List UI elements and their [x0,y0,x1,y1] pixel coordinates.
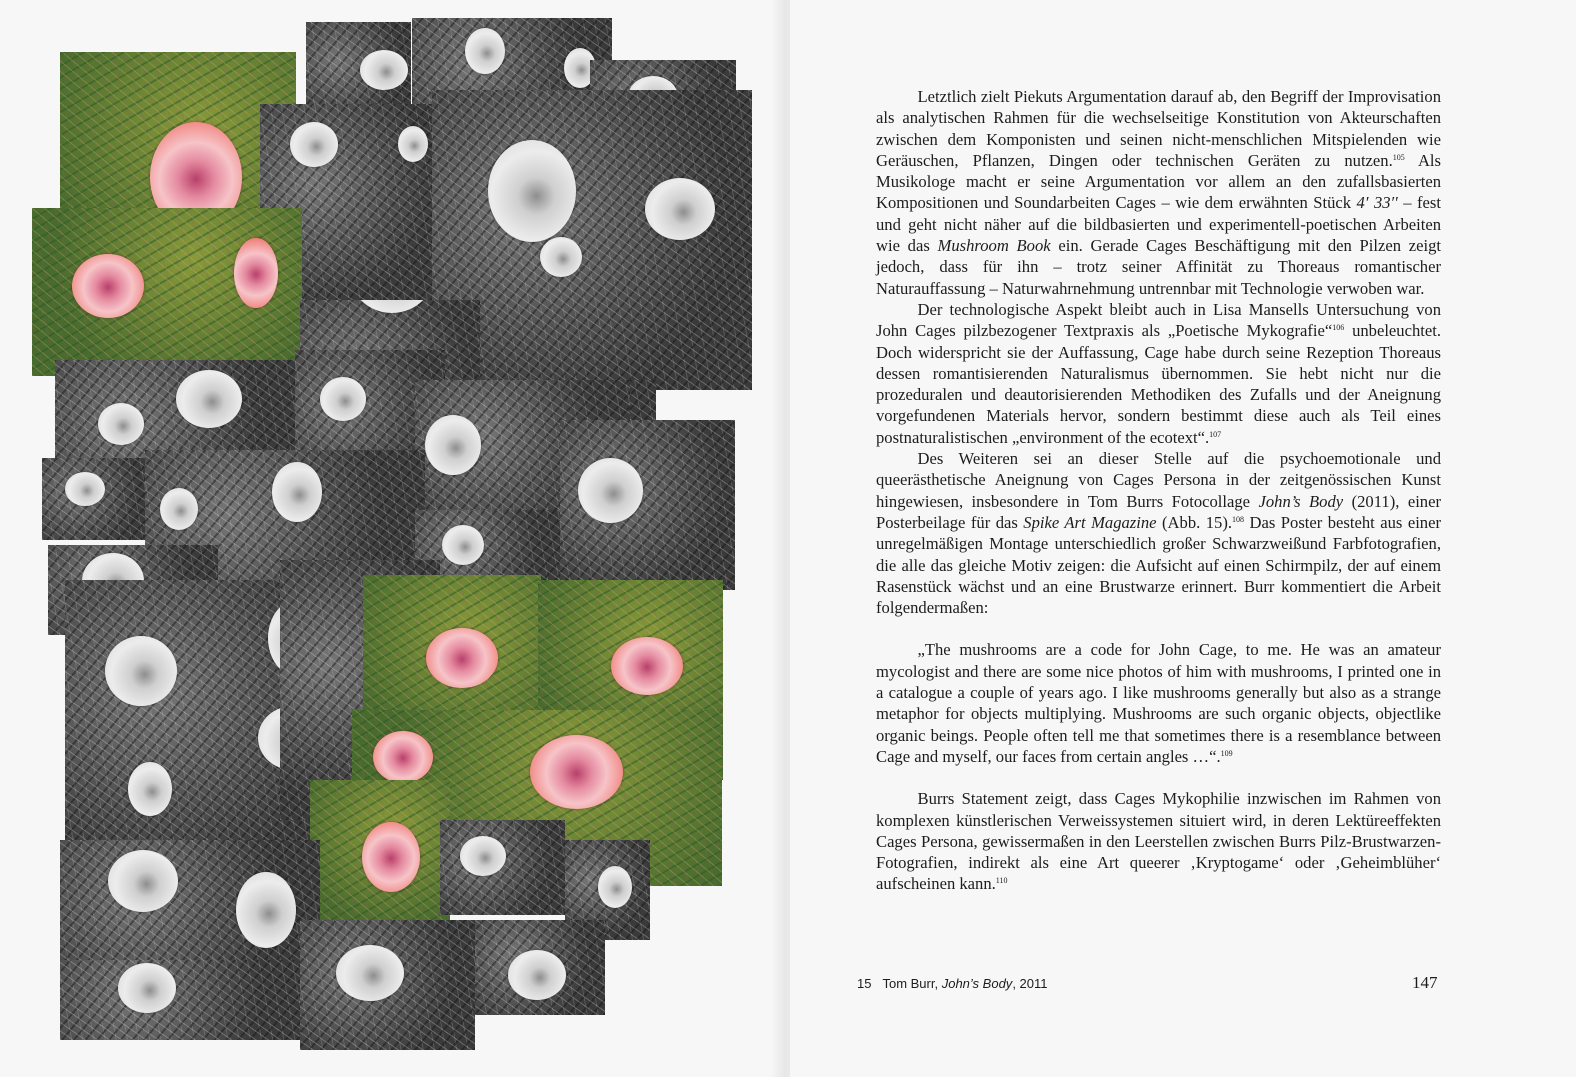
mushroom-cap [540,237,582,277]
mushroom-cap [160,488,198,530]
bw-photo-tile [300,920,475,1050]
mushroom-cap [348,300,436,313]
mushroom-cap [373,731,433,783]
mushroom-cap [290,122,338,167]
paragraph-3: Des Weiteren sei an dieser Stelle auf die psychoemotionale und queerästhetische Aneignung von Cages Persona in der zeitgenössischen Kunst hingewiesen, insbesondere in Tom Burrs Fotocollage John’s Body (2011), einer Posterbeilage für das Spike Art Magazine (Abb. 15).$^{108}$ Das Poster besteht aus einer unregelmäßigen Montage unterschiedlich großer Schwarzweißund Farbfotografien, die alle das gleiche Motiv zeigen: die Aufsicht auf einen Schirmpilz, der auf einem Rasenstück wächst und an eine Brustwarze erinnert. Burr kommentiert die Arbeit folgendermaßen: [876,449,1441,618]
mushroom-cap [598,866,632,908]
mushroom-cap [65,472,105,506]
bw-photo-tile [42,458,154,540]
bw-photo-tile [560,420,735,590]
paragraph-4: Burrs Statement zeigt, dass Cages Mykophilie inzwischen im Rahmen von komplexen künstlerischen Verweissystemen situiert wird, in deren Lektüreeffekten Cages Persona, gewissermaßen in den Leerstellen zwischen Burrs Pilz-Brustwarzen-Fotografien, indirekt als eine Art queerer ‚Kryptogame‘ oder ‚Geheimblüher‘ aufscheinen kann.$^{110}$ [876,789,1441,894]
mushroom-cap [398,126,428,162]
mushroom-cap [465,28,505,74]
mushroom-cap [362,822,420,892]
mushroom-cap [645,178,715,240]
mushroom-cap [234,238,278,308]
mushroom-cap [176,370,242,428]
bw-photo-tile [475,920,605,1015]
mushroom-cap [272,462,322,522]
mushroom-cap [442,525,484,565]
mushroom-cap [360,50,408,90]
page-number: 147 [1412,973,1438,992]
mushroom-cap [530,735,623,809]
caption-year: , 2011 [1012,976,1048,991]
mushroom-cap [460,836,506,876]
mushroom-cap [128,762,172,816]
mushroom-cap [336,945,404,1001]
color-photo-tile [32,208,302,376]
mushroom-cap [108,850,178,912]
mushroom-cap [578,458,643,523]
paragraph-2: Der technologische Aspekt bleibt auch in Lisa Mansells Untersuchung von John Cages pilzbezogener Textpraxis als „Poetische Mykografie“$^{106}$ unbeleuchtet. Doch widerspricht sie der Auffassung, Cage habe durch seine Rezeption Thoreaus dessen romantisierenden Naturalismus übernommen. Sie hebt nicht nur die prozeduralen und deautorisierenden Methodiken des Zufalls und der Aneignung vorgefundenen Materials hervor, sondern bestimmt diese auch als Teil eines postnaturalistischen „environment of the ecotext“.$^{107}$ [876,299,1441,447]
bw-photo-tile [60,840,320,980]
caption-artist: Tom Burr, [882,976,939,991]
figure-number: 15 [857,976,872,991]
mushroom-cap [425,415,481,475]
book-gutter [772,0,790,1077]
mushroom-cap [320,377,366,421]
mushroom-cap [72,254,144,318]
bw-photo-tile [432,90,752,390]
mushroom-cap [488,140,576,242]
caption-title: John’s Body [941,976,1013,991]
mushroom-cap [236,872,296,948]
paragraph-1: Letztlich zielt Piekuts Argumentation darauf ab, den Begriff der Improvisation als analytischen Rahmen für die wechselseitige Konstitution von Akteurschaften zwischen dem Komponisten und seinen nicht-menschlichen Mitspielenden wie Geräuschen, Pflanzen, Dingen oder technischen Geräten zu nutzen.$^{105}$ Als Musikologe macht er seine Argumentation vor allem an den zufallsbasierten Kompositionen und Soundarbeiten Cages – wie dem erwähnten Stück 4′ 33′′ – fest und geht nicht näher auf die bildbasierten und experimentell-poetischen Arbeiten wie das Mushroom Book ein. Gerade Cages Beschäftigung mit den Pilzen zeigt jedoch, dass für ihn – trotz seiner Affinität zu Thoreaus romantischer Naturauffassung – Naturwahrnehmung untrennbar mit Technologie verwoben war. [876,87,1441,298]
body-text [876,86,1441,895]
block-quote: „The mushrooms are a code for John Cage, to me. He was an amateur mycologist and there are some nice photos of him with mushrooms, I printed one in a catalogue a couple of years ago. I like mushrooms generally but also as a strange metaphor for objects multiplying. Mushrooms are such organic objects, objectlike organic beings. People often tell me that sometimes there is a resemblance between Cage and myself, our faces from certain angles …“.$^{109}$ [876,640,1441,766]
figure-caption [857,976,1048,991]
bw-photo-tile [60,960,310,1040]
mushroom-cap [611,637,683,695]
mushroom-cap [98,403,144,445]
mushroom-cap [105,636,177,706]
mushroom-cap [426,628,498,688]
bw-photo-tile [440,820,565,915]
mushroom-cap [508,950,566,1000]
mushroom-cap [118,963,176,1013]
